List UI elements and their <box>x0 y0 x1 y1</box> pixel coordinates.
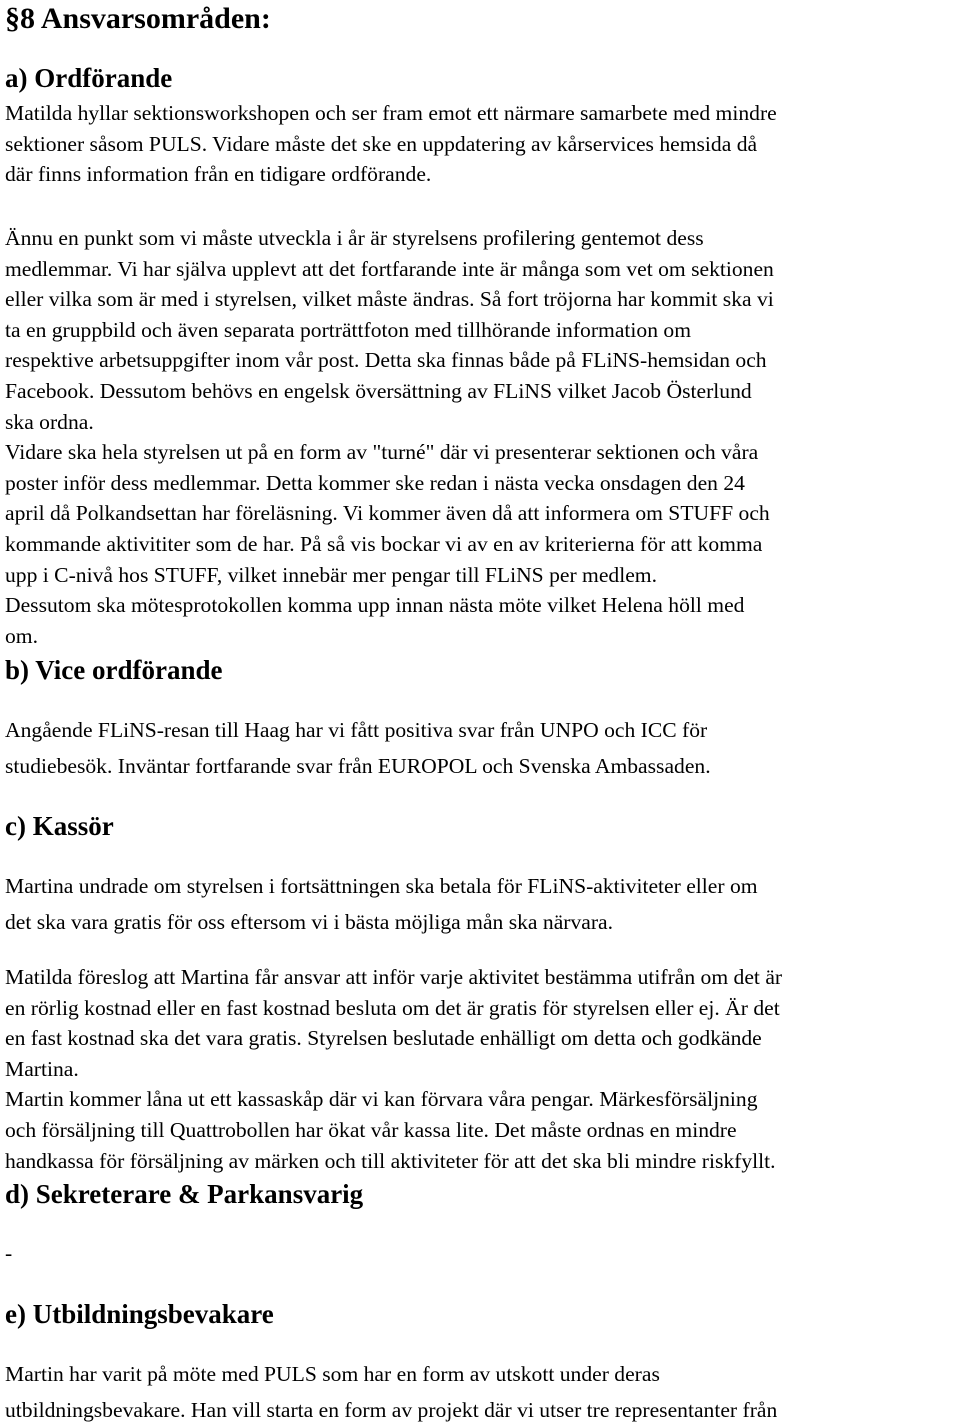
text-line: Martin kommer låna ut ett kassaskåp där vi kan förvara våra pengar. Märkesförsäljning <box>5 1087 758 1112</box>
text-line: medlemmar. Vi har själva upplevt att det fortfarande inte är många som vet om sektionen <box>5 256 774 281</box>
text-line: Martin har varit på möte med PULS som har en form av utskott under deras <box>5 1362 660 1386</box>
text-line: en fast kostnad ska det vara gratis. Styrelsen beslutade enhälligt om detta och godkände <box>5 1026 762 1051</box>
text-line: om. <box>5 623 38 648</box>
text-line: Dessutom ska mötesprotokollen komma upp innan nästa möte vilket Helena höll med <box>5 593 745 618</box>
paragraph-ordforande-1 <box>5 98 957 190</box>
section-heading-vice-ordforande: b) Vice ordförande <box>5 655 223 685</box>
text-line: utbildningsbevakare. Han vill starta en form av projekt där vi utser tre representanter från <box>5 1398 778 1422</box>
text-line: Matilda hyllar sektionsworkshopen och ser fram emot ett närmare samarbete med mindre <box>5 101 777 125</box>
text-line: Matilda föreslog att Martina får ansvar att inför varje aktivitet bestämma utifrån om det är <box>5 965 783 989</box>
paragraph-vice-ordforande <box>5 712 957 784</box>
paragraph-sekreterare <box>5 1238 957 1269</box>
text-line: Facebook. Dessutom behövs en engelsk översättning av FLiNS vilket Jacob Österlund <box>5 378 752 403</box>
text-line: - <box>5 1241 13 1265</box>
text-line: kommande aktivititer som de har. På så vis bockar vi av en av kriterierna för att komma <box>5 531 763 556</box>
text-line: och försäljning till Quattrobollen har ökat vår kassa lite. Det måste ordnas en mindre <box>5 1117 737 1142</box>
text-line: upp i C-nivå hos STUFF, vilket innebär mer pengar till FLiNS per medlem. <box>5 562 657 587</box>
text-line: poster inför dess medlemmar. Detta kommer ske redan i nästa vecka onsdagen den 24 <box>5 470 745 495</box>
section-heading-sekreterare: d) Sekreterare & Parkansvarig <box>5 1179 364 1209</box>
section-heading-kassor: c) Kassör <box>5 811 114 841</box>
text-line: respektive arbetsuppgifter inom vår post. Detta ska finnas både på FLiNS-hemsidan och <box>5 348 767 373</box>
text-line: Martina undrade om styrelsen i fortsättningen ska betala för FLiNS-aktiviteter eller om <box>5 874 758 898</box>
text-line: där finns information från en tidigare ordförande. <box>5 162 432 187</box>
paragraph-ordforande-2 <box>5 223 957 651</box>
text-line: en rörlig kostnad eller en fast kostnad besluta om det är gratis för styrelsen eller ej. Är det <box>5 995 780 1020</box>
text-line: Vidare ska hela styrelsen ut på en form av "turné" där vi presenterar sektionen och våra <box>5 440 759 465</box>
paragraph-kassor-1 <box>5 868 957 940</box>
text-line: Martina. <box>5 1056 79 1081</box>
text-line: studiebesök. Inväntar fortfarande svar från EUROPOL och Svenska Ambassaden. <box>5 754 711 778</box>
text-line: Angående FLiNS-resan till Haag har vi fått positiva svar från UNPO och ICC för <box>5 718 708 742</box>
text-line: ta en gruppbild och även separata porträttfoton med tillhörande information om <box>5 317 691 342</box>
text-line: ska ordna. <box>5 409 94 434</box>
paragraph-utbildningsbevakare <box>5 1356 957 1428</box>
text-line: det ska vara gratis för oss eftersom vi i bästa möjliga mån ska närvara. <box>5 910 614 934</box>
text-line: april då Polkandsettan har föreläsning. Vi kommer även då att informera om STUFF och <box>5 501 770 526</box>
text-line: eller vilka som är med i styrelsen, vilket måste ändras. Så fort tröjorna har kommit ska vi <box>5 287 774 312</box>
page-title: §8 Ansvarsområden: <box>5 2 271 35</box>
text-line: Ännu en punkt som vi måste utveckla i år är styrelsens profilering gentemot dess <box>5 226 704 250</box>
text-line: sektioner såsom PULS. Vidare måste det ske en uppdatering av kårservices hemsida då <box>5 131 758 156</box>
section-heading-ordforande: a) Ordförande <box>5 63 173 93</box>
paragraph-kassor-2 <box>5 962 957 1176</box>
section-heading-utbildningsbevakare: e) Utbildningsbevakare <box>5 1299 274 1329</box>
text-line: handkassa för försäljning av märken och till aktiviteter för att det ska bli mindre riskfyllt. <box>5 1148 776 1173</box>
